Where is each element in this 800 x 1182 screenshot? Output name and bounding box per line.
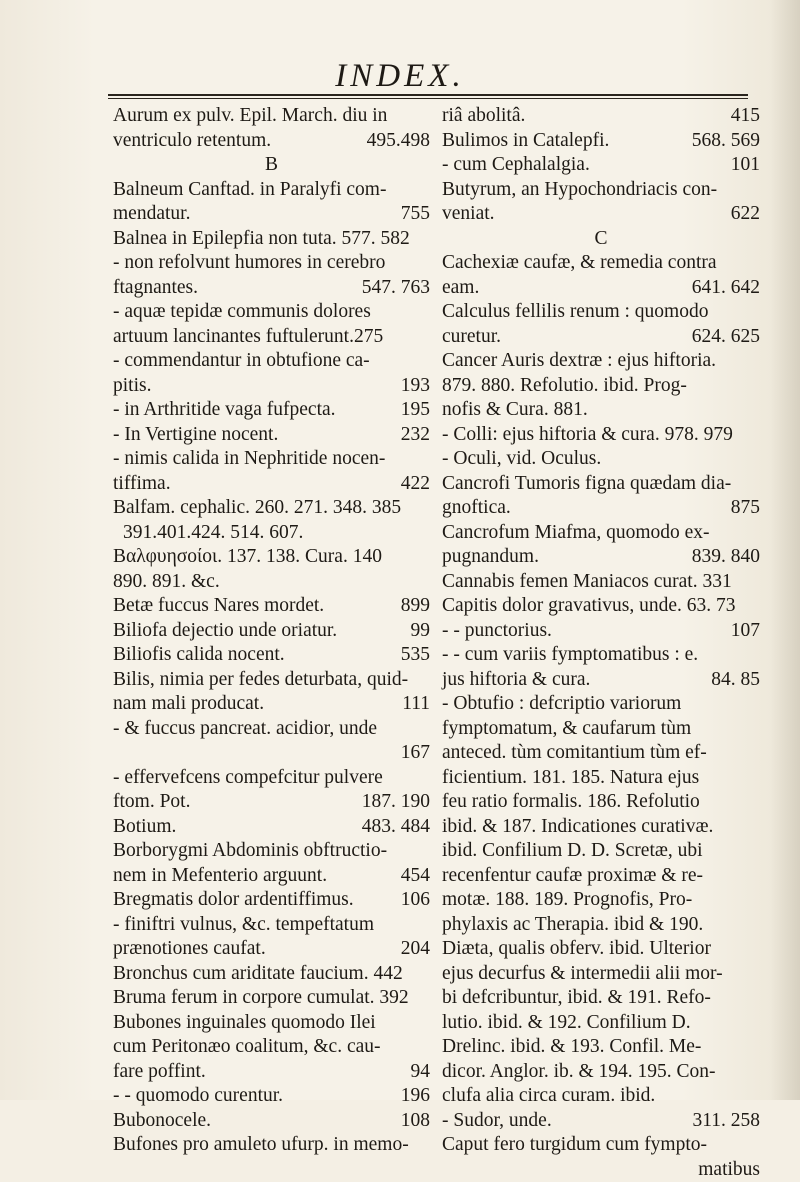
index-entry-line bbox=[442, 766, 760, 791]
index-entry-line bbox=[113, 815, 430, 840]
entry-text: ibid. & 187. Indicationes curativæ. bbox=[442, 816, 713, 837]
entry-text: Balnea in Epilepfia non tuta. 577. 582 bbox=[113, 228, 410, 249]
index-entry-line bbox=[442, 790, 760, 815]
entry-text: prænotiones caufat. bbox=[113, 938, 266, 959]
index-entry-line bbox=[442, 276, 760, 301]
entry-text: dicor. Anglor. ib. & 194. 195. Con- bbox=[442, 1061, 716, 1082]
entry-page-ref: 195 bbox=[401, 398, 430, 423]
entry-text: ftom. Pot. bbox=[113, 791, 190, 812]
entry-text: Bubones inguinales quomodo Ilei bbox=[113, 1012, 376, 1033]
index-entry-line bbox=[442, 643, 760, 668]
index-entry-line bbox=[113, 570, 430, 595]
entry-text: Botium. bbox=[113, 816, 176, 837]
entry-page-ref: 483. 484 bbox=[362, 815, 430, 840]
index-entry-line bbox=[113, 227, 430, 252]
entry-text: C bbox=[594, 228, 607, 249]
section-letter bbox=[113, 153, 430, 178]
index-entry-line bbox=[113, 545, 430, 570]
index-entry-line bbox=[442, 349, 760, 374]
index-entry-line bbox=[442, 937, 760, 962]
index-entry-line bbox=[442, 325, 760, 350]
entry-text: B bbox=[265, 154, 278, 175]
index-entry-line bbox=[113, 643, 430, 668]
index-entry-line bbox=[442, 962, 760, 987]
entry-text: Biliofa dejectio unde oriatur. bbox=[113, 620, 337, 641]
index-entry-line bbox=[442, 1109, 760, 1134]
entry-text: matibus bbox=[698, 1159, 760, 1180]
entry-page-ref: 899 bbox=[401, 594, 430, 619]
entry-text: Cancrofum Miafma, quomodo ex- bbox=[442, 522, 710, 543]
entry-text: fymptomatum, & caufarum tùm bbox=[442, 718, 691, 739]
entry-text: lutio. ibid. & 192. Confilium D. bbox=[442, 1012, 691, 1033]
entry-page-ref: 106 bbox=[401, 888, 430, 913]
index-entry-line bbox=[113, 986, 430, 1011]
entry-page-ref: 755 bbox=[401, 202, 430, 227]
entry-text: - & fuccus pancreat. acidior, unde bbox=[113, 718, 377, 739]
index-entry-line bbox=[442, 888, 760, 913]
index-entry-line bbox=[113, 937, 430, 962]
entry-text: nam mali producat. bbox=[113, 693, 264, 714]
index-entry-line bbox=[113, 1011, 430, 1036]
entry-page-ref: 495.498 bbox=[367, 129, 430, 154]
entry-page-ref: 232 bbox=[401, 423, 430, 448]
entry-text: - - quomodo curentur. bbox=[113, 1085, 283, 1106]
entry-text: - - punctorius. bbox=[442, 620, 552, 641]
entry-text: tiffima. bbox=[113, 473, 171, 494]
index-entry-line bbox=[113, 349, 430, 374]
entry-text: 391.401.424. 514. 607. bbox=[123, 522, 303, 543]
index-entry-line bbox=[113, 741, 430, 766]
index-entry-line bbox=[442, 251, 760, 276]
index-entry-line bbox=[442, 668, 760, 693]
index-entry-line bbox=[442, 1084, 760, 1109]
index-entry-line bbox=[442, 1158, 760, 1182]
entry-text: Borborygmi Abdominis obftructio- bbox=[113, 840, 387, 861]
entry-page-ref: 167 bbox=[401, 741, 430, 766]
index-entry-line bbox=[113, 1133, 430, 1158]
entry-text: nofis & Cura. 881. bbox=[442, 399, 588, 420]
index-entry-line bbox=[442, 496, 760, 521]
index-entry-line bbox=[113, 1035, 430, 1060]
entry-text: gnoftica. bbox=[442, 497, 511, 518]
entry-text: curetur. bbox=[442, 326, 501, 347]
entry-page-ref: 111 bbox=[402, 692, 430, 717]
index-entry-line bbox=[442, 815, 760, 840]
right-column bbox=[442, 104, 760, 1182]
entry-text: Βαλφυησοίοι. 137. 138. Cura. 140 bbox=[113, 546, 382, 567]
entry-text: motæ. 188. 189. Prognofis, Pro- bbox=[442, 889, 692, 910]
header-rule bbox=[108, 94, 748, 96]
entry-text: ibid. Confilium D. D. Scretæ, ubi bbox=[442, 840, 703, 861]
entry-text: clufa alia circa curam. ibid. bbox=[442, 1085, 655, 1106]
page-edge-shadow bbox=[770, 0, 800, 1100]
index-entry-line bbox=[113, 398, 430, 423]
entry-text: veniat. bbox=[442, 203, 495, 224]
entry-page-ref: 839. 840 bbox=[692, 545, 760, 570]
entry-page-ref: 415 bbox=[731, 104, 760, 129]
index-entry-line bbox=[442, 839, 760, 864]
entry-text: Aurum ex pulv. Epil. March. diu in bbox=[113, 105, 387, 126]
entry-text: - non refolvunt humores in cerebro bbox=[113, 252, 385, 273]
entry-page-ref: 422 bbox=[401, 472, 430, 497]
index-entry-line bbox=[442, 570, 760, 595]
entry-text: - commendantur in obtufione ca- bbox=[113, 350, 370, 371]
index-entry-line bbox=[442, 521, 760, 546]
entry-text: ventriculo retentum. bbox=[113, 130, 271, 151]
entry-page-ref: 107 bbox=[731, 619, 760, 644]
entry-text: artuum lancinantes fuftulerunt.275 bbox=[113, 326, 383, 347]
index-entry-line bbox=[113, 276, 430, 301]
entry-text: Bilis, nimia per fedes deturbata, quid- bbox=[113, 669, 408, 690]
entry-text: Cannabis femen Maniacos curat. 331 bbox=[442, 571, 732, 592]
left-column bbox=[113, 104, 430, 1158]
entry-text: ejus decurfus & intermedii alii mor- bbox=[442, 963, 723, 984]
entry-page-ref: 547. 763 bbox=[362, 276, 430, 301]
entry-page-ref: 875 bbox=[731, 496, 760, 521]
entry-text: ftagnantes. bbox=[113, 277, 198, 298]
entry-text: Capitis dolor gravativus, unde. 63. 73 bbox=[442, 595, 736, 616]
index-entry-line bbox=[113, 913, 430, 938]
index-entry-line bbox=[442, 692, 760, 717]
entry-text: 890. 891. &c. bbox=[113, 571, 220, 592]
page-title: INDEX. bbox=[0, 58, 800, 95]
entry-text: - in Arthritide vaga fufpecta. bbox=[113, 399, 336, 420]
index-entry-line bbox=[442, 913, 760, 938]
entry-text: Bubonocele. bbox=[113, 1110, 211, 1131]
entry-text: Butyrum, an Hypochondriacis con- bbox=[442, 179, 717, 200]
index-entry-line bbox=[113, 717, 430, 742]
index-entry-line bbox=[113, 790, 430, 815]
entry-page-ref: 108 bbox=[401, 1109, 430, 1134]
index-entry-line bbox=[442, 374, 760, 399]
entry-page-ref: 311. 258 bbox=[692, 1109, 760, 1134]
entry-page-ref: 84. 85 bbox=[711, 668, 760, 693]
index-entry-line bbox=[113, 1109, 430, 1134]
index-entry-line bbox=[113, 496, 430, 521]
entry-page-ref: 101 bbox=[731, 153, 760, 178]
index-entry-line bbox=[442, 1060, 760, 1085]
entry-text: Balfam. cephalic. 260. 271. 348. 385 bbox=[113, 497, 401, 518]
entry-page-ref: 624. 625 bbox=[692, 325, 760, 350]
entry-text: - finiftri vulnus, &c. tempeftatum bbox=[113, 914, 374, 935]
entry-text: Betæ fuccus Nares mordet. bbox=[113, 595, 324, 616]
index-entry-line bbox=[442, 202, 760, 227]
entry-text: Cancer Auris dextræ : ejus hiftoria. bbox=[442, 350, 716, 371]
index-entry-line bbox=[442, 472, 760, 497]
entry-text: - cum Cephalalgia. bbox=[442, 154, 590, 175]
entry-text: Bregmatis dolor ardentiffimus. bbox=[113, 889, 354, 910]
entry-page-ref: 535 bbox=[401, 643, 430, 668]
index-entry-line bbox=[113, 104, 430, 129]
index-entry-line bbox=[113, 619, 430, 644]
entry-text: - aquæ tepidæ communis dolores bbox=[113, 301, 371, 322]
index-entry-line bbox=[113, 962, 430, 987]
entry-text: Bulimos in Catalepfi. bbox=[442, 130, 609, 151]
entry-text: eam. bbox=[442, 277, 479, 298]
index-entry-line bbox=[113, 423, 430, 448]
entry-text: phylaxis ac Therapia. ibid & 190. bbox=[442, 914, 703, 935]
entry-page-ref: 196 bbox=[401, 1084, 430, 1109]
index-entry-line bbox=[113, 472, 430, 497]
entry-text: Cachexiæ caufæ, & remedia contra bbox=[442, 252, 717, 273]
index-entry-line bbox=[442, 986, 760, 1011]
index-entry-line bbox=[113, 692, 430, 717]
entry-text: recenfentur caufæ proximæ & re- bbox=[442, 865, 703, 886]
index-entry-line bbox=[113, 1084, 430, 1109]
index-entry-line bbox=[113, 300, 430, 325]
entry-page-ref: 99 bbox=[411, 619, 431, 644]
entry-text: Balneum Canftad. in Paralyfi com- bbox=[113, 179, 386, 200]
entry-page-ref: 568. 569 bbox=[692, 129, 760, 154]
index-entry-line bbox=[113, 668, 430, 693]
entry-text: riâ abolitâ. bbox=[442, 105, 525, 126]
entry-text: - effervefcens compefcitur pulvere bbox=[113, 767, 383, 788]
entry-text: - nimis calida in Nephritide nocen- bbox=[113, 448, 385, 469]
entry-text: Diæta, qualis obferv. ibid. Ulterior bbox=[442, 938, 711, 959]
index-entry-line bbox=[442, 300, 760, 325]
header-rule-thin bbox=[108, 98, 748, 99]
index-entry-line bbox=[113, 888, 430, 913]
index-entry-line bbox=[442, 129, 760, 154]
entry-text: bi defcribuntur, ibid. & 191. Refo- bbox=[442, 987, 711, 1008]
entry-text: pitis. bbox=[113, 375, 151, 396]
entry-page-ref: 187. 190 bbox=[362, 790, 430, 815]
index-entry-line bbox=[113, 521, 430, 546]
index-entry-line bbox=[442, 741, 760, 766]
entry-text: 879. 880. Refolutio. ibid. Prog- bbox=[442, 375, 687, 396]
entry-text: fare poffint. bbox=[113, 1061, 206, 1082]
entry-text: Bruma ferum in corpore cumulat. 392 bbox=[113, 987, 409, 1008]
entry-text: Calculus fellilis renum : quomodo bbox=[442, 301, 708, 322]
entry-page-ref: 94 bbox=[411, 1060, 431, 1085]
index-entry-line bbox=[113, 864, 430, 889]
index-entry-line bbox=[442, 545, 760, 570]
entry-text: feu ratio formalis. 186. Refolutio bbox=[442, 791, 700, 812]
index-entry-line bbox=[113, 129, 430, 154]
entry-text: nem in Mefenterio arguunt. bbox=[113, 865, 327, 886]
index-entry-line bbox=[442, 619, 760, 644]
index-entry-line bbox=[442, 447, 760, 472]
entry-page-ref: 193 bbox=[401, 374, 430, 399]
index-entry-line bbox=[113, 251, 430, 276]
entry-text: jus hiftoria & cura. bbox=[442, 669, 590, 690]
entry-text: cum Peritonæo coalitum, &c. cau- bbox=[113, 1036, 381, 1057]
section-letter bbox=[442, 227, 760, 252]
index-entry-line bbox=[442, 1035, 760, 1060]
entry-page-ref: 204 bbox=[401, 937, 430, 962]
entry-text: Caput fero turgidum cum fympto- bbox=[442, 1134, 707, 1155]
entry-text: - - cum variis fymptomatibus : e. bbox=[442, 644, 698, 665]
index-entry-line bbox=[442, 717, 760, 742]
index-entry-line bbox=[113, 325, 430, 350]
index-entry-line bbox=[442, 104, 760, 129]
entry-text: Cancrofi Tumoris figna quædam dia- bbox=[442, 473, 731, 494]
index-entry-line bbox=[442, 153, 760, 178]
entry-text: ficientium. 181. 185. Natura ejus bbox=[442, 767, 699, 788]
entry-text: - Sudor, unde. bbox=[442, 1110, 552, 1131]
index-entry-line bbox=[113, 374, 430, 399]
entry-text: - Colli: ejus hiftoria & cura. 978. 979 bbox=[442, 424, 733, 445]
index-entry-line bbox=[113, 839, 430, 864]
entry-text: anteced. tùm comitantium tùm ef- bbox=[442, 742, 707, 763]
entry-text: Bronchus cum ariditate faucium. 442 bbox=[113, 963, 403, 984]
index-entry-line bbox=[442, 1011, 760, 1036]
entry-page-ref: 454 bbox=[401, 864, 430, 889]
index-entry-line bbox=[442, 864, 760, 889]
entry-page-ref: 641. 642 bbox=[692, 276, 760, 301]
entry-text: Drelinc. ibid. & 193. Confil. Me- bbox=[442, 1036, 701, 1057]
index-entry-line bbox=[442, 1133, 760, 1158]
index-entry-line bbox=[113, 1060, 430, 1085]
index-entry-line bbox=[113, 594, 430, 619]
entry-text: mendatur. bbox=[113, 203, 190, 224]
entry-text: - Obtufio : defcriptio variorum bbox=[442, 693, 681, 714]
index-entry-line bbox=[113, 202, 430, 227]
index-entry-line bbox=[442, 423, 760, 448]
index-entry-line bbox=[113, 178, 430, 203]
index-entry-line bbox=[442, 594, 760, 619]
entry-text: - Oculi, vid. Oculus. bbox=[442, 448, 601, 469]
entry-text: pugnandum. bbox=[442, 546, 539, 567]
index-entry-line bbox=[113, 766, 430, 791]
entry-text: - In Vertigine nocent. bbox=[113, 424, 278, 445]
index-entry-line bbox=[113, 447, 430, 472]
entry-page-ref: 622 bbox=[731, 202, 760, 227]
entry-text: Biliofis calida nocent. bbox=[113, 644, 285, 665]
index-entry-line bbox=[442, 398, 760, 423]
index-entry-line bbox=[442, 178, 760, 203]
entry-text: Bufones pro amuleto ufurp. in memo- bbox=[113, 1134, 409, 1155]
